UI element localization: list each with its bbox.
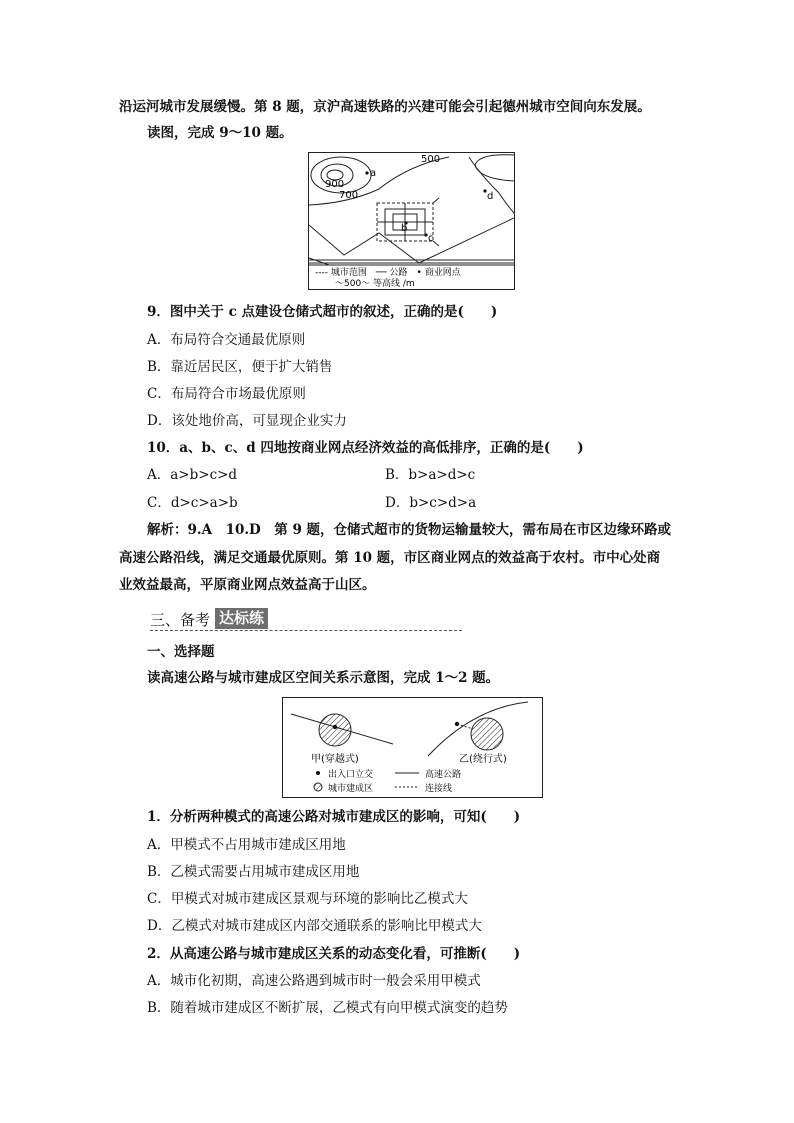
q1-option-d: D．乙模式对城市建成区内部交通联系的影响比甲模式大 <box>147 918 482 934</box>
yi-built-area <box>471 718 503 750</box>
highway-mode-figure <box>282 697 543 798</box>
map1-legend-line1: ---- 城市范围 ── 公路 • 商业网点 <box>315 268 461 278</box>
point-a-marker <box>365 171 368 174</box>
legend-highway: 高速公路 <box>425 770 462 780</box>
q1-stem: 1．分析两种模式的高速公路对城市建成区的影响，可知( ) <box>147 809 521 825</box>
q10-option-a: A．a>b>c>d <box>147 467 238 483</box>
label-yi: 乙(绕行式) <box>459 754 507 765</box>
legend-link: 连接线 <box>425 784 453 794</box>
read-instruction-9-10: 读图，完成 9～10 题。 <box>147 125 293 141</box>
q10-stem: 10．a、b、c、d 四地按商业网点经济效益的高低排序，正确的是( ) <box>147 440 584 456</box>
section-divider <box>150 630 462 631</box>
q1-option-c: C．甲模式对城市建成区景观与环境的影响比乙模式大 <box>147 891 468 907</box>
legend-interchange-icon <box>316 771 320 775</box>
q9-option-c: C．布局符合市场最优原则 <box>147 386 306 402</box>
contour-map-drawing <box>309 153 514 289</box>
legend-built: 城市建成区 <box>328 784 374 794</box>
q2-stem: 2．从高速公路与城市建成区关系的动态变化看，可推断( ) <box>147 946 521 962</box>
jia-interchange-icon <box>333 725 337 729</box>
part-heading: 一、选择题 <box>147 644 215 660</box>
contour-label-700: 700 <box>339 190 359 201</box>
contour-label-500: 500 <box>421 154 441 165</box>
analysis-line-2: 高速公路沿线，满足交通最优原则。第 10 题，市区商业网点的效益高于农村。市中心处商 <box>119 550 661 566</box>
q9-option-a: A．布局符合交通最优原则 <box>147 332 306 348</box>
legend-interchange: 出入口立交 <box>328 770 374 780</box>
q1-option-b: B．乙模式需要占用城市建成区用地 <box>147 864 360 880</box>
point-c-label: c <box>428 233 434 244</box>
read-instruction-1-2: 读高速公路与城市建成区空间关系示意图，完成 1～2 题。 <box>147 670 500 686</box>
legend-built-icon <box>314 783 322 791</box>
label-jia: 甲(穿越式) <box>311 754 359 765</box>
analysis-line-3: 业效益最高，平原商业网点效益高于山区。 <box>119 577 376 593</box>
point-d-label: d <box>487 191 494 202</box>
point-a-label: a <box>370 168 377 179</box>
section-boxed-title: 达标练 <box>215 608 268 629</box>
section-prefix: 三、备考 <box>150 611 211 629</box>
q9-option-d: D．该处地价高，可显现企业实力 <box>147 413 347 429</box>
highway-mode-drawing <box>283 698 542 797</box>
intro-tail: 沿运河城市发展缓慢。第 8 题，京沪高速铁路的兴建可能会引起德州城市空间向东发展。 <box>119 99 651 115</box>
contour-map-figure <box>308 152 515 290</box>
q1-option-a: A．甲模式不占用城市建成区用地 <box>147 837 346 853</box>
contour-label-900: 900 <box>325 179 345 190</box>
q2-option-a: A．城市化初期，高速公路遇到城市时一般会采用甲模式 <box>147 973 481 989</box>
q10-option-d: D．b>c>d>a <box>385 495 477 511</box>
analysis-line-1: 解析：9.A 10.D 第 9 题，仓储式超市的货物运输量较大，需布局在市区边缘环路或 <box>147 522 672 538</box>
q10-option-b: B．b>a>d>c <box>385 467 476 483</box>
q9-stem: 9．图中关于 c 点建设仓储式超市的叙述，正确的是( ) <box>147 304 498 320</box>
q9-option-b: B．靠近居民区，便于扩大销售 <box>147 359 333 375</box>
q10-option-c: C．d>c>a>b <box>147 495 238 511</box>
map1-legend-line2: ～500～ 等高线 /m <box>335 279 415 289</box>
section-header <box>150 608 462 630</box>
q2-option-b: B．随着城市建成区不断扩展，乙模式有向甲模式演变的趋势 <box>147 1000 508 1016</box>
point-b-label: b <box>401 223 408 234</box>
